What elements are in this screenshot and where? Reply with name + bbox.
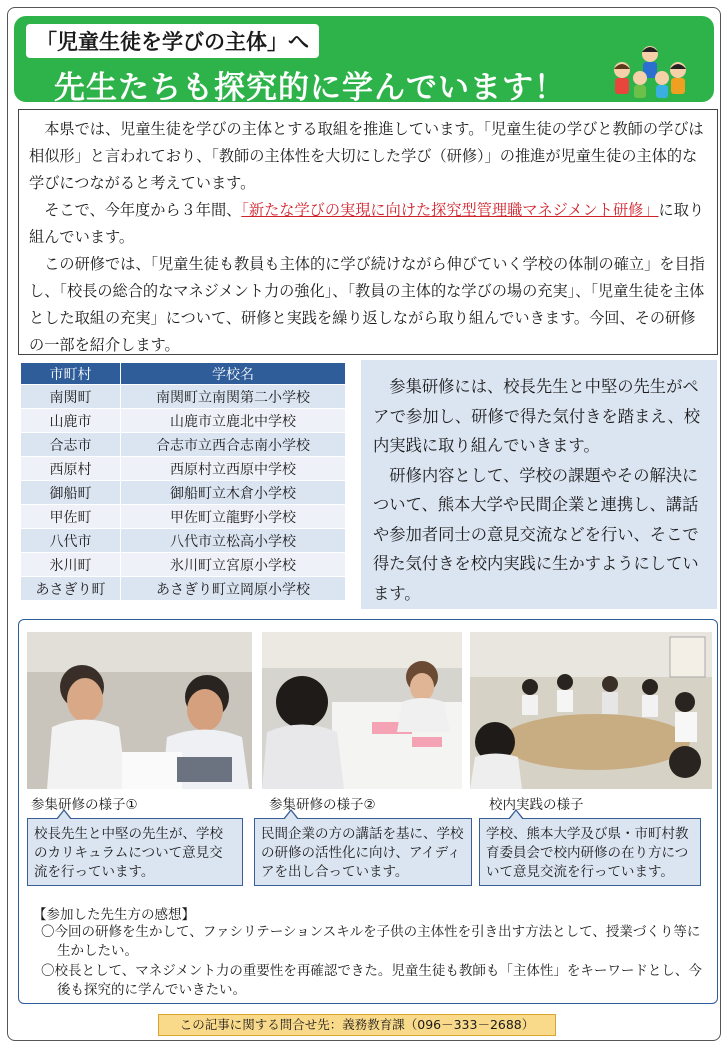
table-row [21,433,346,457]
school-practice-photo [470,632,712,789]
municipality-cell: 氷川町 [21,553,121,577]
school-cell: あさぎり町立岡原小学校 [121,577,346,601]
participation-description-box [361,360,717,609]
table-header-row [21,363,346,385]
photo-caption-1: 校長先生と中堅の先生が、学校のカリキュラムについて意見交流を行っています。 [27,818,243,886]
column-header-school: 学校名 [121,363,346,385]
table-row [21,529,346,553]
table-row [21,481,346,505]
photo-label-1: 参集研修の様子① [31,797,138,813]
municipality-cell: 西原村 [21,457,121,481]
training-name-highlight: 「新たな学びの実現に向けた探究型管理職マネジメント研修」 [241,201,659,219]
impression-text: 〇校長として、マネジメント力の重要性を再確認できた。児童生徒も教師も「主体性」をキーワードとし、今後も探究的に学んでいきたい。 [41,963,702,998]
table-row [21,505,346,529]
school-cell: 合志市立西合志南小学校 [121,433,346,457]
school-cell: 西原村立西原中学校 [121,457,346,481]
intro-p2-after: に取り組んでいます。 [29,201,705,246]
participation-paragraph-2: 研修内容として、学校の課題やその解決について、熊本大学や民間企業と連携し、講話や参加者同士の意見交流などを行い、そこで得た気付きを校内実践に生かすようにしています。 [373,465,699,603]
photo-section [18,619,718,1004]
municipality-cell: 南関町 [21,385,121,409]
school-cell: 甲佐町立龍野小学校 [121,505,346,529]
participating-schools-table [20,362,346,601]
municipality-cell: 八代市 [21,529,121,553]
intro-text-box [18,109,718,355]
photo-caption-3: 学校、熊本大学及び県・市町村教育委員会で校内研修の在り方について意見交流を行っています。 [479,818,701,886]
table-row [21,577,346,601]
header-title: 先生たちも探究的に学んでいます！ [54,70,566,106]
school-cell: 南関町立南関第二小学校 [121,385,346,409]
table-row [21,553,346,577]
children-illustration-icon [600,42,700,100]
table-row [21,409,346,433]
impression-item-2 [41,962,713,1000]
training-photo-1 [27,632,252,789]
header-subtitle: 「児童生徒を学びの主体」へ [26,24,319,58]
municipality-cell: 合志市 [21,433,121,457]
table-row [21,385,346,409]
school-cell: 八代市立松高小学校 [121,529,346,553]
intro-p2-before: そこで、今年度から３年間、 [44,201,242,219]
photo-caption-2: 民間企業の方の講話を基に、学校の研修の活性化に向け、アイディアを出し合っています。 [254,818,472,886]
photo-label-3: 校内実践の様子 [489,797,584,813]
school-cell: 氷川町立宮原小学校 [121,553,346,577]
participation-paragraph-1: 参集研修には、校長先生と中堅の先生がペアで参加し、研修で得た気付きを踏まえ、校内実践に取り組んでいきます。 [373,377,701,455]
training-photo-2 [262,632,462,789]
impression-item-1 [41,923,713,961]
municipality-cell: 山鹿市 [21,409,121,433]
intro-paragraph-3: この研修では、「児童生徒も教員も主体的に学び続けながら伸びていく学校の体制の確立」を目指し、「校長の総合的なマネジメント力の強化」、「教員の主体的な学びの場の充実」、「児童生徒を主体とした取組の充実」について、研修と実践を繰り返しながら取り組んでいきます。今回、その研修の一部を紹介します。 [29,255,705,354]
table-row [21,457,346,481]
municipality-cell: あさぎり町 [21,577,121,601]
municipality-cell: 御船町 [21,481,121,505]
photo-label-2: 参集研修の様子② [269,797,376,813]
column-header-municipality: 市町村 [21,363,121,385]
contact-info: この記事に関する問合せ先：義務教育課（096－333－2688） [158,1014,556,1036]
school-cell: 御船町立木倉小学校 [121,481,346,505]
impression-text: 〇今回の研修を生かして、ファシリテーションスキルを子供の主体性を引き出す方法として、授業づくり等に生かしたい。 [41,924,701,959]
municipality-cell: 甲佐町 [21,505,121,529]
intro-paragraph-1: 本県では、児童生徒を学びの主体とする取組を推進しています。「児童生徒の学びと教師の学びは相似形」と言われており、「教師の主体性を大切にした学び（研修）」の推進が児童生徒の主体的な学びにつながると考えています。 [29,120,704,192]
school-cell: 山鹿市立鹿北中学校 [121,409,346,433]
intro-paragraph-2 [29,197,707,251]
impressions-title: 【参加した先生方の感想】 [33,907,195,923]
header-banner [14,16,714,106]
